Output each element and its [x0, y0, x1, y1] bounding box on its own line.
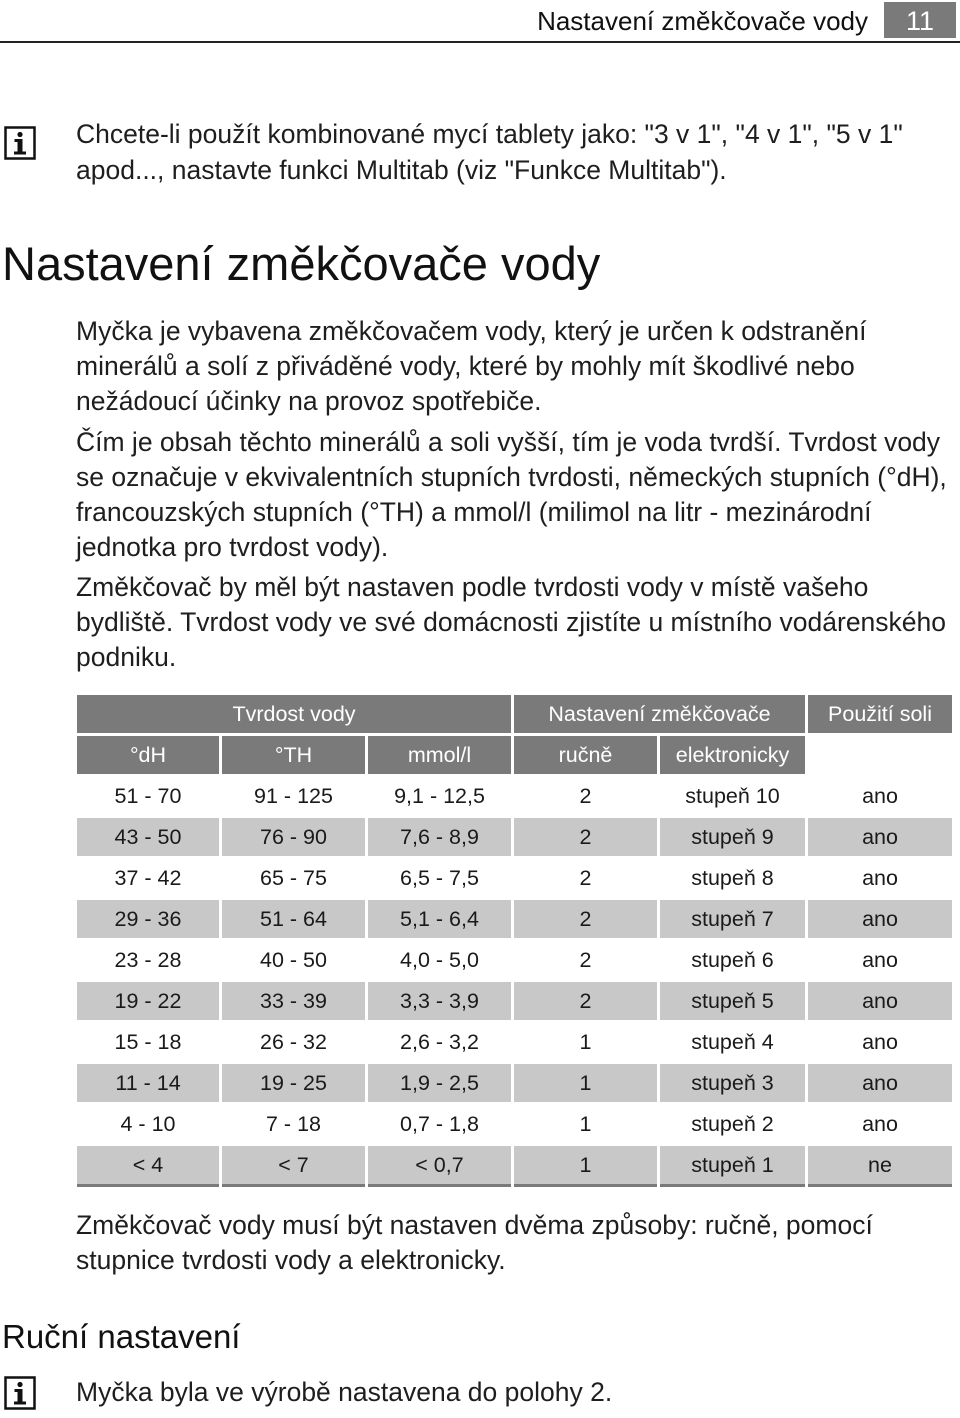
- cell-dh: 37 - 42: [77, 859, 219, 897]
- cell-mmol: 4,0 - 5,0: [368, 941, 511, 979]
- cell-dh: 23 - 28: [77, 941, 219, 979]
- cell-mmol: 6,5 - 7,5: [368, 859, 511, 897]
- paragraph-two-ways: Změkčovač vody musí být nastaven dvěma způsoby: ručně, pomocí stupnice tvrdosti vody a elektronicky.: [76, 1210, 873, 1275]
- info-icon: [4, 126, 36, 160]
- cell-manual: 2: [514, 777, 657, 815]
- cell-salt: ne: [808, 1146, 952, 1187]
- column-mmol: mmol/l: [368, 736, 511, 774]
- cell-electronic: stupeň 7: [660, 900, 805, 938]
- cell-th: 26 - 32: [222, 1023, 365, 1061]
- table-row: [77, 982, 952, 1020]
- table-row: [77, 941, 952, 979]
- column-electronic: elektronicky: [660, 736, 805, 774]
- cell-electronic: stupeň 5: [660, 982, 805, 1020]
- cell-salt: ano: [808, 1064, 952, 1102]
- note-factory-setting: Myčka byla ve výrobě nastavena do polohy 2.: [76, 1377, 613, 1407]
- cell-dh: 43 - 50: [77, 818, 219, 856]
- cell-mmol: 7,6 - 8,9: [368, 818, 511, 856]
- cell-dh: 29 - 36: [77, 900, 219, 938]
- cell-th: < 7: [222, 1146, 365, 1187]
- cell-mmol: 0,7 - 1,8: [368, 1105, 511, 1143]
- table-row: [77, 859, 952, 897]
- paragraph-setting: Změkčovač by měl být nastaven podle tvrdosti vody v místě vašeho bydliště. Tvrdost vody ve své domácnosti zjistíte u místního vodárenského podniku.: [76, 572, 947, 672]
- page-number: 11: [884, 2, 956, 38]
- section-title: Nastavení změkčovače vody: [2, 237, 601, 290]
- cell-salt: ano: [808, 859, 952, 897]
- paragraph-intro: Myčka je vybavena změkčovačem vody, který je určen k odstranění minerálů a solí z přiváděné vody, které by mohly mít škodlivé nebo nežádoucí účinky na provoz spotřebiče.: [76, 316, 867, 416]
- header-softener-setting: Nastavení změkčovače: [514, 695, 805, 733]
- cell-th: 91 - 125: [222, 777, 365, 815]
- cell-mmol: 3,3 - 3,9: [368, 982, 511, 1020]
- cell-manual: 1: [514, 1064, 657, 1102]
- cell-salt: ano: [808, 1023, 952, 1061]
- cell-manual: 2: [514, 859, 657, 897]
- water-hardness-table: [74, 692, 955, 1190]
- table-row: [77, 1023, 952, 1061]
- cell-th: 76 - 90: [222, 818, 365, 856]
- cell-manual: 2: [514, 982, 657, 1020]
- cell-dh: 15 - 18: [77, 1023, 219, 1061]
- table-row: [77, 818, 952, 856]
- cell-th: 51 - 64: [222, 900, 365, 938]
- column-th: °TH: [222, 736, 365, 774]
- cell-th: 19 - 25: [222, 1064, 365, 1102]
- table-row: [77, 1105, 952, 1143]
- header-water-hardness: Tvrdost vody: [77, 695, 511, 733]
- paragraph-hardness: Čím je obsah těchto minerálů a soli vyšší, tím je voda tvrdší. Tvrdost vody se označuje v ekvivalentních stupních tvrdosti, německých stupních (°dH), francouzských stupních (°TH) a mmol/l (milimol na litr - mezinárodní jednotka pro tvrdost vody).: [76, 427, 947, 562]
- cell-electronic: stupeň 4: [660, 1023, 805, 1061]
- table-row: [77, 1064, 952, 1102]
- table-row: [77, 900, 952, 938]
- cell-electronic: stupeň 2: [660, 1105, 805, 1143]
- cell-manual: 2: [514, 900, 657, 938]
- cell-salt: ano: [808, 941, 952, 979]
- info-icon: [4, 1376, 36, 1410]
- cell-salt: ano: [808, 777, 952, 815]
- cell-salt: ano: [808, 818, 952, 856]
- subsection-title: Ruční nastavení: [2, 1318, 241, 1355]
- cell-dh: 19 - 22: [77, 982, 219, 1020]
- cell-th: 7 - 18: [222, 1105, 365, 1143]
- cell-salt: ano: [808, 1105, 952, 1143]
- cell-th: 40 - 50: [222, 941, 365, 979]
- header-salt-use: Použití soli: [808, 695, 952, 733]
- cell-electronic: stupeň 8: [660, 859, 805, 897]
- cell-manual: 1: [514, 1023, 657, 1061]
- cell-mmol: < 0,7: [368, 1146, 511, 1187]
- cell-mmol: 1,9 - 2,5: [368, 1064, 511, 1102]
- column-dh: °dH: [77, 736, 219, 774]
- column-manual: ručně: [514, 736, 657, 774]
- cell-th: 65 - 75: [222, 859, 365, 897]
- cell-th: 33 - 39: [222, 982, 365, 1020]
- cell-mmol: 9,1 - 12,5: [368, 777, 511, 815]
- cell-electronic: stupeň 3: [660, 1064, 805, 1102]
- cell-electronic: stupeň 1: [660, 1146, 805, 1187]
- cell-dh: < 4: [77, 1146, 219, 1187]
- table-row: [77, 1146, 952, 1187]
- header-divider: [0, 41, 960, 43]
- cell-dh: 51 - 70: [77, 777, 219, 815]
- page-header-title: Nastavení změkčovače vody: [537, 6, 868, 36]
- cell-manual: 2: [514, 818, 657, 856]
- note-multitab: Chcete-li použít kombinované mycí tablety jako: "3 v 1", "4 v 1", "5 v 1" apod..., nastavte funkci Multitab (viz "Funkce Multitab").: [76, 119, 903, 185]
- cell-manual: 2: [514, 941, 657, 979]
- cell-mmol: 5,1 - 6,4: [368, 900, 511, 938]
- cell-dh: 11 - 14: [77, 1064, 219, 1102]
- table-body: [77, 777, 952, 1187]
- cell-mmol: 2,6 - 3,2: [368, 1023, 511, 1061]
- cell-salt: ano: [808, 900, 952, 938]
- table-row: [77, 777, 952, 815]
- cell-electronic: stupeň 9: [660, 818, 805, 856]
- cell-electronic: stupeň 6: [660, 941, 805, 979]
- cell-electronic: stupeň 10: [660, 777, 805, 815]
- header-blank-cell: [808, 736, 952, 774]
- cell-dh: 4 - 10: [77, 1105, 219, 1143]
- cell-manual: 1: [514, 1105, 657, 1143]
- cell-salt: ano: [808, 982, 952, 1020]
- cell-manual: 1: [514, 1146, 657, 1187]
